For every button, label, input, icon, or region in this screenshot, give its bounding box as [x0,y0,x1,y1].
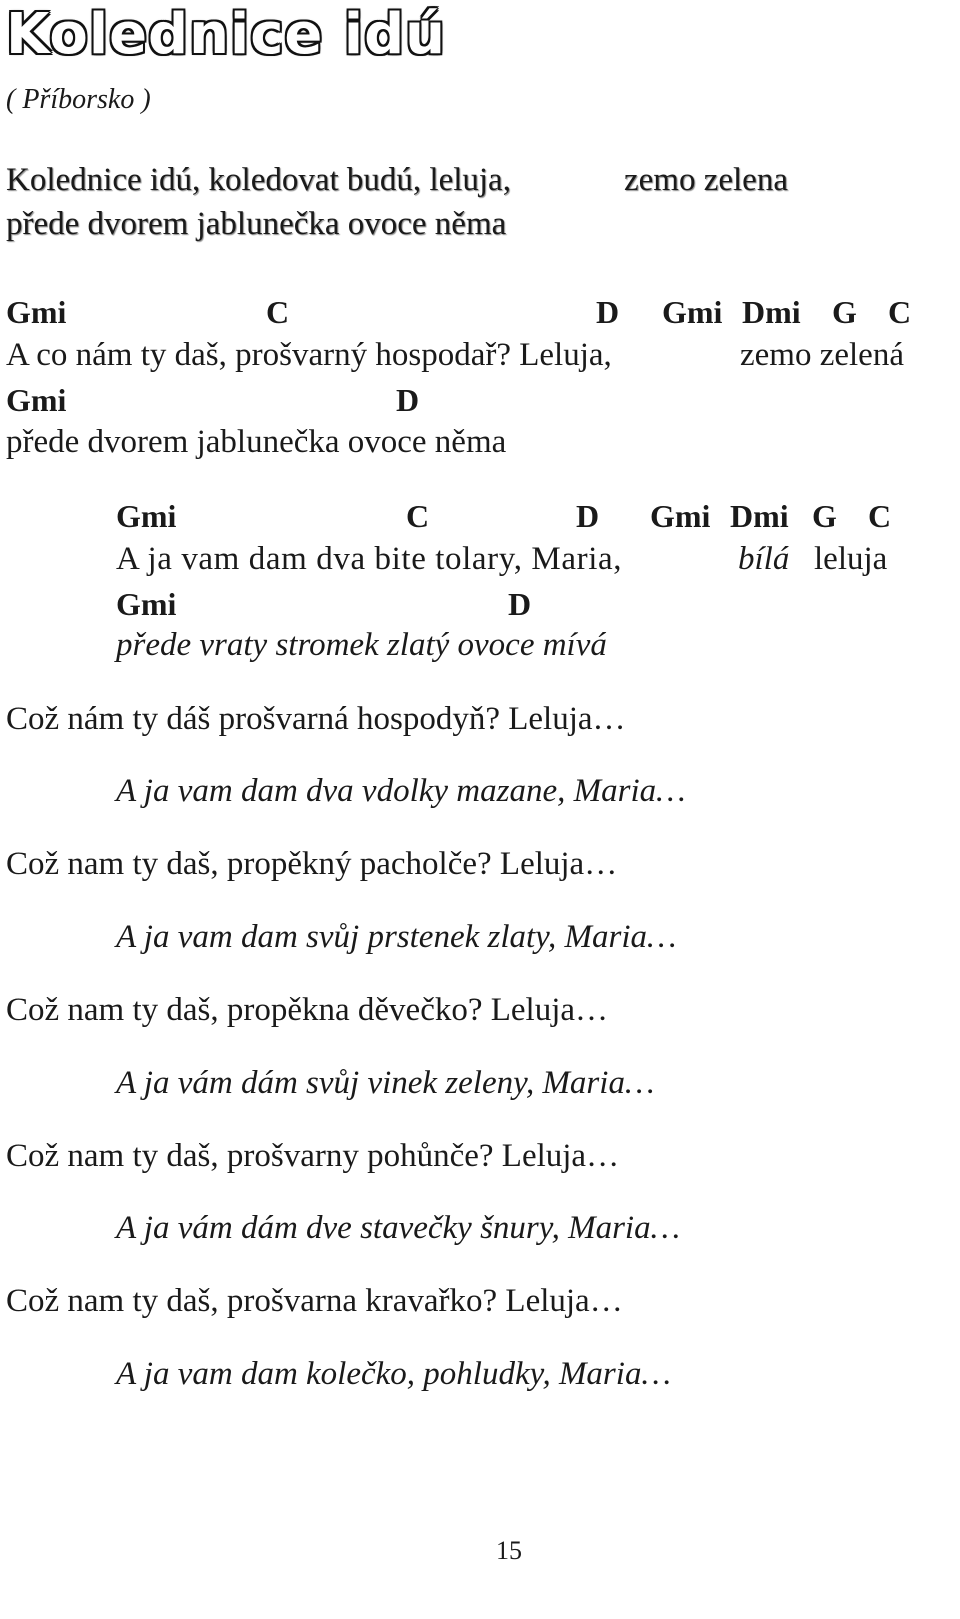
song-subtitle: ( Příborsko ) [6,84,151,115]
chord: Gmi [650,498,711,534]
chord: D [396,382,420,418]
chord: C [888,294,912,330]
chord: G [812,498,837,534]
stanza-line: A ja vam dam dva vdolky mazane, Maria… [116,773,686,809]
stanza-line: A ja vam dam svůj prstenek zlaty, Maria… [116,919,677,955]
verse2-line-1-end: leluja [814,541,888,577]
chord: Gmi [662,294,723,330]
stanza-line: Což nám ty dáš prošvarná hospodyň? Leluja… [6,701,626,737]
verse2-line-2: přede vraty stromek zlatý ovoce mívá [116,627,607,663]
intro-line-1-end: zemo zelena [624,162,788,198]
stanza-line: A ja vam dam kolečko, pohludky, Maria… [116,1356,671,1392]
chord: Gmi [6,294,67,330]
verse1-line-1-end: zemo zelená [740,337,904,373]
chord: Gmi [6,382,67,418]
chord: D [576,498,600,534]
chord: G [832,294,857,330]
stanza-line: A ja vám dám svůj vinek zeleny, Maria… [116,1065,655,1101]
chord: Gmi [116,498,177,534]
stanza-line: Což nam ty daš, prošvarny pohůnče? Leluja… [6,1138,620,1174]
stanza-line: Což nam ty daš, propěkný pacholče? Leluja… [6,846,618,882]
verse2-line-1-mid: bílá [738,541,790,577]
chord: Gmi [116,586,177,622]
verse1-line-1: A co nám ty daš, prošvarný hospodař? Leluja, [6,337,612,373]
stanza-line: Což nam ty daš, propěkna děvečko? Leluja… [6,992,609,1028]
chord: Dmi [742,294,801,330]
chord: C [406,498,430,534]
verse2-line-1: A ja vam dam dva bite tolary, Maria, [116,541,623,577]
song-title: Kolednice idú [6,2,447,67]
stanza-line: A ja vám dám dve stavečky šnury, Maria… [116,1210,680,1246]
stanza-line: Což nam ty daš, prošvarna kravařko? Leluja… [6,1283,623,1319]
chord: D [596,294,620,330]
verse1-line-2: přede dvorem jablunečka ovoce něma [6,424,507,460]
chord: C [868,498,892,534]
chord: Dmi [730,498,789,534]
intro-line-1: Kolednice idú, koledovat budú, leluja, [6,162,511,198]
page-number: 15 [496,1536,522,1565]
chord: D [508,586,532,622]
intro-line-2: přede dvorem jablunečka ovoce něma [6,206,507,242]
chord: C [266,294,290,330]
